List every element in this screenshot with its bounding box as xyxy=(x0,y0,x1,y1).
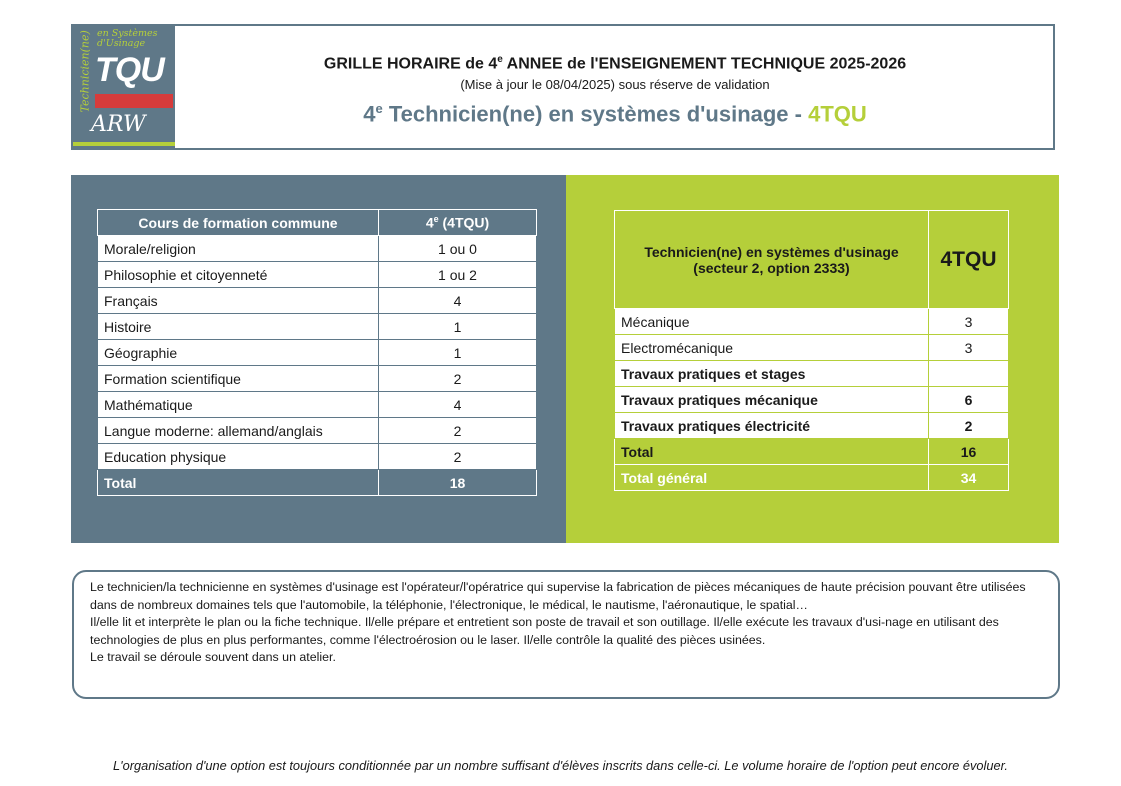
page-title: GRILLE HORAIRE de 4e ANNEE de l'ENSEIGNEMENT TECHNIQUE 2025-2026 xyxy=(323,54,907,73)
logo-small-text xyxy=(97,29,157,49)
table-row: Mathématique 4 xyxy=(98,392,537,418)
program-title: 4e Technicien(ne) en systèmes d'usinage - 4TQU xyxy=(363,101,867,127)
page-subtitle: (Mise à jour le 08/04/2025) sous réserve de validation xyxy=(460,77,770,92)
description-box xyxy=(72,570,1060,699)
tqu-logo xyxy=(73,26,175,150)
table-row: Electromécanique 3 xyxy=(615,335,1009,361)
table-header-row xyxy=(98,210,537,236)
table-row: Education physique 2 xyxy=(98,444,537,470)
table-header-row xyxy=(615,211,1009,309)
logo-tqu-text: TQU xyxy=(95,51,164,89)
footer-note: L'organisation d'une option est toujours conditionnée par un nombre suffisant d'élèves inscrits dans celle-ci. Le volume horaire de l'option peut encore évoluer. xyxy=(113,758,1008,773)
grand-total-row: Total général 34 xyxy=(615,465,1009,491)
total-row: Total 18 xyxy=(98,470,537,496)
description-paragraph: Le technicien/la technicienne en systèmes d'usinage est l'opérateur/l'opératrice qui supervise la fabrication de pièces mécaniques de haute précision pouvant être utilisées dans de nombreux domaines tels que l'automobile, la téléphonie, l'électronique, le médical, le nautisme, l'aéronautique, le spatial… xyxy=(90,580,1026,612)
table-row: Morale/religion 1 ou 0 xyxy=(98,236,537,262)
option-name-header: Technicien(ne) en systèmes d'usinage (secteur 2, option 2333) xyxy=(615,211,929,309)
header-box xyxy=(71,24,1055,150)
table-row: Philosophie et citoyenneté 1 ou 2 xyxy=(98,262,537,288)
logo-vertical-text: Technicien(ne) xyxy=(78,30,92,113)
table-row: Mécanique 3 xyxy=(615,309,1009,335)
table-row: Travaux pratiques et stages xyxy=(615,361,1009,387)
option-code-header: 4TQU xyxy=(929,211,1009,309)
logo-red-bar xyxy=(95,94,173,108)
table-row: Formation scientifique 2 xyxy=(98,366,537,392)
table-row: Français 4 xyxy=(98,288,537,314)
description-paragraph: Il/elle lit et interprète le plan ou la fiche technique. Il/elle prépare et entretient son poste de travail et son outillage. Il/elle exécute les travaux d'usi-nage en utilisant des technologies de plus en plus performantes, comme l'électroérosion ou le laser. Il/elle contrôle la qualité des pièces usinées. xyxy=(90,615,999,647)
column-header-hours: 4e (4TQU) xyxy=(379,210,537,236)
table-row: Histoire 1 xyxy=(98,314,537,340)
table-row: Langue moderne: allemand/anglais 2 xyxy=(98,418,537,444)
program-code: 4TQU xyxy=(808,101,867,127)
table-row: Travaux pratiques mécanique 6 xyxy=(615,387,1009,413)
table-row: Géographie 1 xyxy=(98,340,537,366)
logo-school-text: ARW xyxy=(91,112,146,137)
logo-small-line1: en Systèmes xyxy=(97,28,158,39)
total-row: Total 16 xyxy=(615,439,1009,465)
logo-underline xyxy=(73,142,175,146)
column-header-course: Cours de formation commune xyxy=(98,210,379,236)
common-courses-table xyxy=(97,209,537,496)
option-courses-table xyxy=(614,210,1009,491)
table-row: Travaux pratiques électricité 2 xyxy=(615,413,1009,439)
logo-small-line2: d'Usinage xyxy=(97,38,146,49)
description-paragraph: Le travail se déroule souvent dans un atelier. xyxy=(90,650,336,664)
